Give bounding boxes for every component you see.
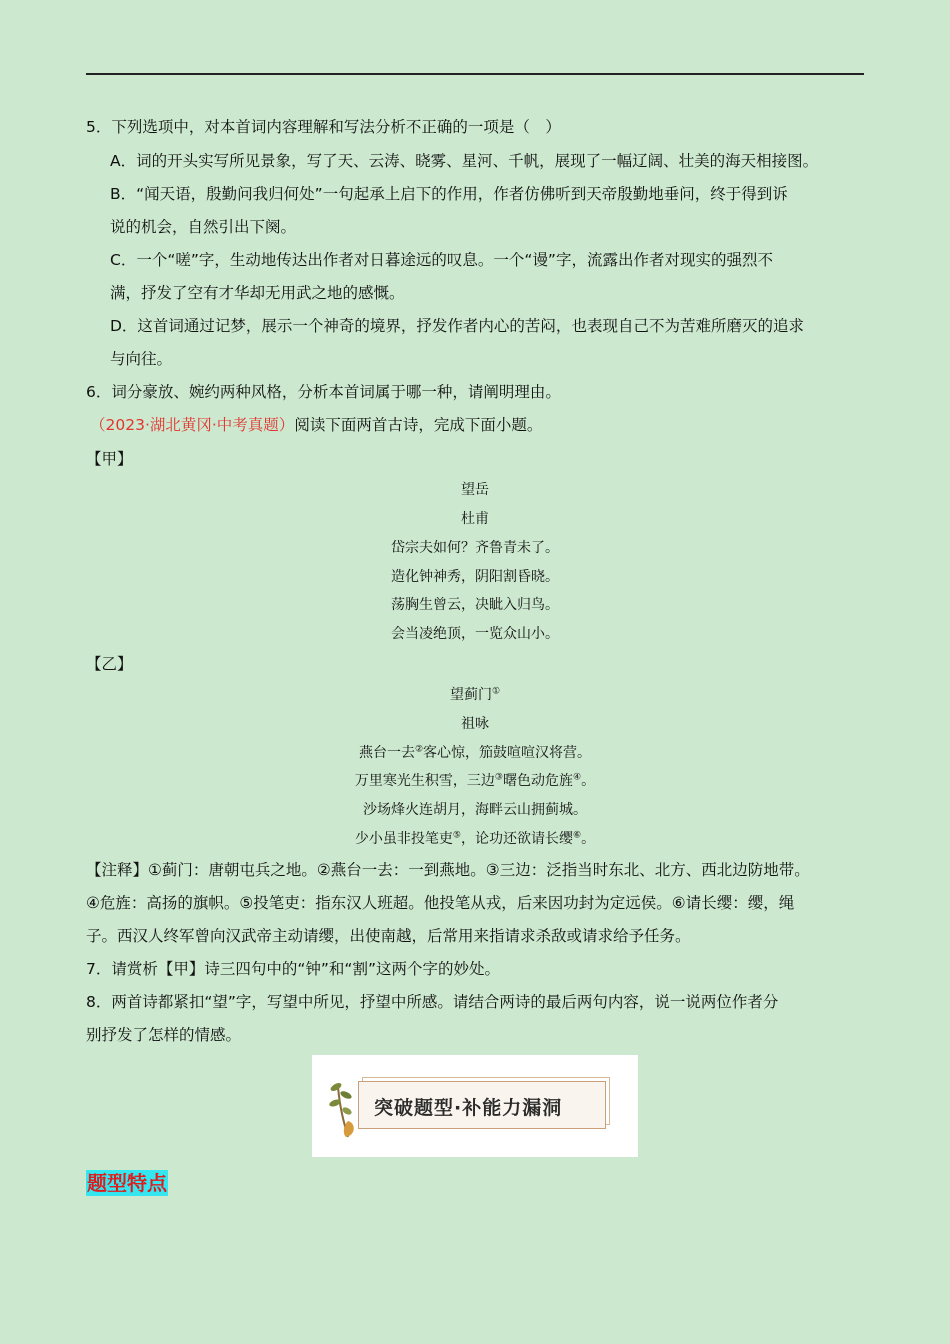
poem-jia-label: 【甲】: [86, 450, 133, 468]
question-7: 7．请赏析【甲】诗三四句中的“钟”和“割”这两个字的妙处。: [86, 960, 500, 978]
poem1-line: 会当凌绝顶，一览众山小。: [391, 626, 559, 642]
header-rule: [86, 73, 864, 75]
question-5-option-d-line2: 与向往。: [110, 350, 173, 368]
question-5-option-c-line1: C．一个“嗟”字，生动地传达出作者对日暮途远的叹息。一个“谩”字，流露出作者对现实的强烈不: [110, 251, 773, 269]
notes-line1: 【注释】①蓟门：唐朝屯兵之地。②燕台一去：一到燕地。③三边：泛指当时东北、北方、西北边防地带。: [86, 861, 810, 879]
question-5-option-a: A．词的开头实写所见景象，写了天、云涛、晓雾、星河、千帆，展现了一幅辽阔、壮美的海天相接图。: [110, 152, 819, 170]
source-tag: （2023·湖北黄冈·中考真题）: [90, 416, 295, 434]
poem1-line: 造化钟神秀，阴阳割昏晓。: [391, 569, 559, 585]
source-instruction: 阅读下面两首古诗，完成下面小题。: [294, 416, 543, 434]
poem1-line: 荡胸生曾云，决眦入归鸟。: [391, 597, 559, 613]
question-6: 6．词分豪放、婉约两种风格，分析本首词属于哪一种，请阐明理由。: [86, 383, 561, 401]
question-8-line2: 别抒发了怎样的情感。: [86, 1026, 242, 1044]
question-5-option-b-line1: B．“闻天语，殷勤问我归何处”一句起承上启下的作用，作者仿佛听到天帝殷勤地垂问，终于得到诉: [110, 185, 788, 203]
poem2-title: 望蓟门①: [449, 686, 501, 703]
plant-icon: [326, 1075, 366, 1141]
poem1-line: 岱宗夫如何？齐鲁青未了。: [391, 540, 559, 556]
poem2-line: 万里寒光生积雪，三边③曙色动危旌④。: [354, 772, 596, 789]
poem1-author: 杜甫: [461, 511, 489, 527]
question-5-option-b-line2: 说的机会，自然引出下阕。: [110, 218, 297, 236]
section-heading: 题型特点: [87, 1171, 167, 1195]
source-line: [90, 415, 542, 435]
notes-line2: ④危旌：高扬的旗帜。⑤投笔吏：指东汉人班超。他投笔从戎，后来因功封为定远侯。⑥请长缨：缨，绳: [86, 894, 795, 912]
poem2-line: 燕台一去②客心惊，笳鼓喧喧汉将营。: [358, 744, 592, 761]
banner-text: 突破题型·补能力漏洞: [374, 1097, 563, 1119]
poem1-title: 望岳: [461, 482, 489, 498]
poem2-line: 沙场烽火连胡月，海畔云山拥蓟城。: [363, 802, 587, 818]
question-5-option-c-line2: 满，抒发了空有才华却无用武之地的感慨。: [110, 284, 405, 302]
question-8-line1: 8．两首诗都紧扣“望”字，写望中所见，抒望中所感。请结合两诗的最后两句内容，说一说两位作者分: [86, 993, 779, 1011]
question-5-stem: 5．下列选项中，对本首词内容理解和写法分析不正确的一项是（ ）: [86, 118, 561, 136]
notes-line3: 子。西汉人终军曾向汉武帝主动请缨，出使南越，后常用来指请求杀敌或请求给予任务。: [86, 927, 691, 945]
question-5-option-d-line1: D．这首词通过记梦，展示一个神奇的境界，抒发作者内心的苦闷，也表现自己不为苦难所磨灭的追求: [110, 317, 804, 335]
poem-yi-label: 【乙】: [86, 655, 133, 673]
poem2-line: 少小虽非投笔吏⑤，论功还欲请长缨⑥。: [354, 830, 596, 847]
section-banner: [312, 1055, 638, 1157]
poem2-author: 祖咏: [461, 716, 489, 732]
